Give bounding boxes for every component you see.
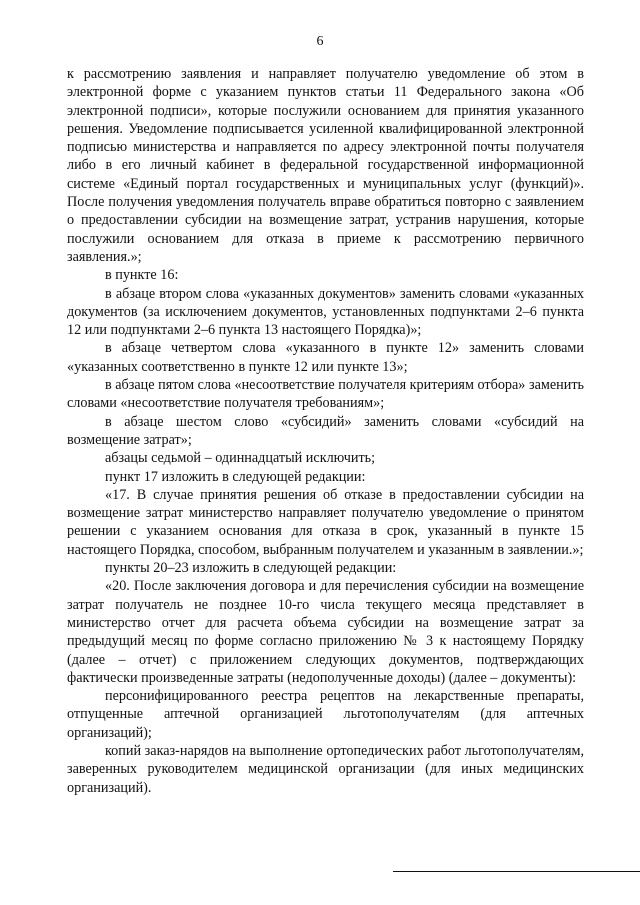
paragraph: в абзаце пятом слова «несоответствие получателя критериям отбора» заменить словами «несоответствие получателя требованиям»; bbox=[67, 377, 584, 412]
paragraph: в абзаце втором слова «указанных документов» заменить словами «указанных документов (за исключением документов, установленных подпунктами 2–6 пункта 12 или подпунктами 2–6 пункта 13 настоящего Порядка)»; bbox=[67, 285, 584, 339]
paragraph: «20. После заключения договора и для перечисления субсидии на возмещение затрат получатель не позднее 10-го числа текущего месяца представляет в министерство отчет для расчета объема субсидии на возмещение затрат за предыдущий месяц по форме согласно приложению № 3 к настоящему Порядку (далее – отчет) с приложением следующих документов, подтверждающих фактически произведенные затраты (недополученные доходы) (далее – документы): bbox=[67, 578, 584, 686]
paragraph: персонифицированного реестра рецептов на лекарственные препараты, отпущенные аптечной организацией льготополучателям (для аптечных организаций); bbox=[67, 688, 584, 741]
paragraph: пункты 20–23 изложить в следующей редакции: bbox=[105, 560, 397, 577]
paragraph: пункт 17 изложить в следующей редакции: bbox=[105, 468, 366, 485]
paragraph: в пункте 16: bbox=[105, 267, 179, 284]
paragraph: к рассмотрению заявления и направляет получателю уведомление об этом в электронной форме с указанием пунктов статьи 11 Федерального закона «Об электронной подписи», которые послужили основанием для принятия указанного решения. Уведомление подписывается усиленной квалифицированной электронной подписью министерства и направляется по адресу электронной почты получателя либо в его личный кабинет в федеральной государственной информационной системе «Единый портал государственных и муниципальных услуг (функций)». После получения уведомления получатель вправе обратиться повторно с заявлением о предоставлении субсидии на возмещение затрат, устранив нарушения, которые послужили основанием для отказа в приеме к рассмотрению первичного заявления.»; bbox=[67, 66, 584, 265]
footer-rule bbox=[393, 871, 640, 872]
paragraph: копий заказ-нарядов на выполнение ортопедических работ льготополучателям, заверенных руководителем медицинской организации (для иных медицинских организаций). bbox=[67, 742, 584, 796]
page-number: 6 bbox=[316, 34, 324, 49]
paragraph: в абзаце шестом слово «субсидий» заменить словами «субсидий на возмещение затрат»; bbox=[67, 413, 584, 448]
paragraph: «17. В случае принятия решения об отказе в предоставлении субсидии на возмещение затрат министерство направляет получателю уведомление о принятом решении с указанием основания для отказа в срок, указанный в пункте 15 настоящего Порядка, способом, выбранным получателем и указанным в заявлении.»; bbox=[67, 486, 584, 558]
paragraph: в абзаце четвертом слова «указанного в пункте 12» заменить словами «указанных соответственно в пункте 12 или пункте 13»; bbox=[67, 340, 584, 375]
document-body bbox=[67, 65, 584, 797]
paragraph: абзацы седьмой – одиннадцатый исключить; bbox=[105, 450, 376, 467]
